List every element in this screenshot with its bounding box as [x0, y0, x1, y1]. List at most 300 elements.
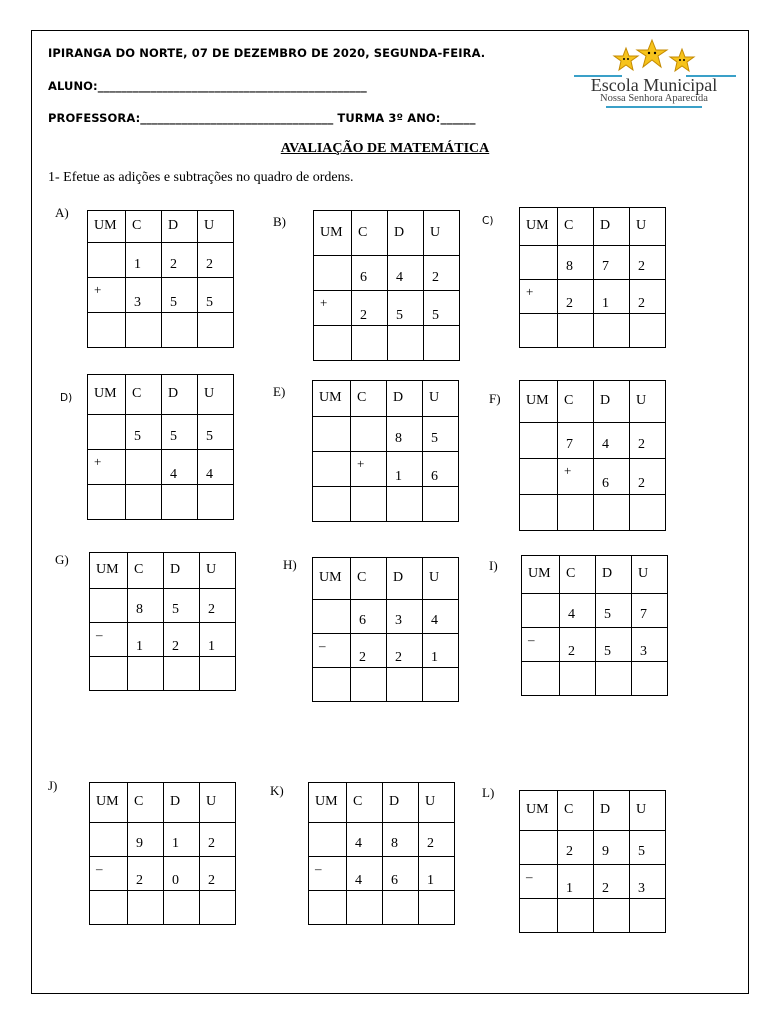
answer-row — [313, 668, 459, 702]
digit: 4 — [355, 873, 362, 888]
column-header-cell — [558, 208, 594, 246]
first-addend-row — [520, 246, 666, 280]
answer-cell[interactable] — [560, 662, 596, 696]
second-addend-row — [520, 459, 666, 495]
digit-cell — [128, 823, 164, 857]
plus-sign: + — [94, 282, 102, 297]
digit-cell — [423, 417, 459, 452]
answer-cell[interactable] — [423, 668, 459, 702]
column-header-cell — [522, 556, 560, 594]
answer-cell[interactable] — [88, 313, 126, 348]
second-addend-row — [520, 280, 666, 314]
digit: 8 — [395, 431, 402, 446]
digit: 2 — [208, 602, 215, 617]
digit-cell — [630, 280, 666, 314]
column-header-label: D — [168, 386, 179, 401]
answer-cell[interactable] — [313, 487, 351, 522]
digit: 2 — [602, 881, 609, 896]
digit-cell — [200, 589, 236, 623]
answer-row — [88, 313, 234, 348]
digit: 2 — [359, 650, 366, 665]
minus-sign: – — [319, 638, 326, 653]
digit-cell — [347, 823, 383, 857]
problem-label: K) — [270, 783, 284, 798]
column-header-label: D — [393, 390, 404, 405]
answer-cell[interactable] — [128, 657, 164, 691]
answer-cell[interactable] — [630, 899, 666, 933]
digit-cell — [88, 243, 126, 278]
first-addend-row — [88, 415, 234, 450]
answer-row — [90, 891, 236, 925]
column-header-cell — [520, 381, 558, 423]
digit-cell — [632, 594, 668, 628]
column-header-cell — [313, 381, 351, 417]
digit-cell — [351, 417, 387, 452]
digit: 2 — [360, 308, 367, 323]
column-header-cell — [632, 556, 668, 594]
column-header-label: C — [564, 218, 574, 233]
column-header-label: C — [134, 794, 144, 809]
column-header-cell — [419, 783, 455, 823]
column-header-cell — [520, 208, 558, 246]
column-header-label: D — [393, 570, 404, 585]
column-header-label: C — [353, 794, 363, 809]
answer-cell[interactable] — [313, 668, 351, 702]
digit-cell — [594, 246, 630, 280]
digit: 6 — [431, 469, 438, 484]
first-addend-row — [314, 256, 460, 291]
digit: 1 — [602, 296, 609, 311]
column-header-cell — [164, 553, 200, 589]
column-header-cell — [162, 375, 198, 415]
column-header-label: U — [430, 225, 441, 240]
digit-cell — [520, 865, 558, 899]
digit-cell — [162, 450, 198, 485]
digit-cell — [198, 243, 234, 278]
digit-cell — [126, 243, 162, 278]
column-header-cell — [126, 211, 162, 243]
column-header-label: UM — [94, 218, 117, 233]
grid-header-row — [88, 211, 234, 243]
digit: 2 — [172, 639, 179, 654]
column-header-label: C — [566, 566, 576, 581]
column-header-cell — [594, 208, 630, 246]
second-addend-row — [90, 623, 236, 657]
digit-cell — [88, 450, 126, 485]
answer-cell[interactable] — [419, 891, 455, 925]
digit: 0 — [172, 873, 179, 888]
place-value-grid — [312, 557, 459, 702]
answer-cell[interactable] — [351, 487, 387, 522]
digit: 1 — [566, 881, 573, 896]
digit-cell — [596, 594, 632, 628]
second-addend-row — [520, 865, 666, 899]
column-header-cell — [596, 556, 632, 594]
second-addend-row — [90, 857, 236, 891]
column-header-label: UM — [319, 570, 342, 585]
page-title: AVALIAÇÃO DE MATEMÁTICA — [280, 141, 490, 156]
digit: 2 — [208, 836, 215, 851]
column-header-cell — [351, 558, 387, 600]
digit-cell — [558, 865, 594, 899]
column-header-label: C — [134, 562, 144, 577]
column-header-cell — [200, 553, 236, 589]
digit-cell — [558, 423, 594, 459]
digit-cell — [423, 600, 459, 634]
digit: 4 — [206, 467, 213, 482]
column-header-label: D — [394, 225, 405, 240]
instruction-text: 1- Efetue as adições e subtrações no quadro de ordens. — [48, 170, 354, 185]
first-addend-row — [88, 243, 234, 278]
column-header-label: C — [564, 802, 574, 817]
column-header-cell — [383, 783, 419, 823]
answer-cell[interactable] — [200, 657, 236, 691]
column-header-label: UM — [94, 386, 117, 401]
digit-cell — [424, 291, 460, 326]
digit-cell — [630, 423, 666, 459]
digit-cell — [520, 280, 558, 314]
digit: 2 — [566, 296, 573, 311]
answer-cell[interactable] — [351, 668, 387, 702]
digit-cell — [90, 823, 128, 857]
digit-cell — [164, 589, 200, 623]
digit: 1 — [134, 257, 141, 272]
answer-cell[interactable] — [126, 313, 162, 348]
column-header-cell — [423, 381, 459, 417]
grid-header-row — [520, 208, 666, 246]
answer-cell[interactable] — [387, 487, 423, 522]
digit-cell — [560, 628, 596, 662]
second-addend-row — [313, 634, 459, 668]
first-addend-row — [90, 823, 236, 857]
digit: 4 — [568, 607, 575, 622]
answer-cell[interactable] — [314, 326, 352, 361]
digit: 3 — [638, 881, 645, 896]
digit-cell — [594, 423, 630, 459]
digit: 2 — [566, 844, 573, 859]
column-header-cell — [352, 211, 388, 256]
plus-sign: + — [357, 456, 365, 471]
column-header-cell — [128, 783, 164, 823]
digit-cell — [520, 423, 558, 459]
digit: 9 — [136, 836, 143, 851]
column-header-cell — [594, 381, 630, 423]
digit: 8 — [391, 836, 398, 851]
digit: 1 — [208, 639, 215, 654]
first-addend-row — [90, 589, 236, 623]
answer-cell[interactable] — [630, 314, 666, 348]
answer-cell[interactable] — [164, 891, 200, 925]
answer-cell[interactable] — [90, 891, 128, 925]
digit-cell — [162, 278, 198, 313]
digit: 2 — [638, 476, 645, 491]
column-header-cell — [90, 553, 128, 589]
column-header-label: U — [425, 794, 436, 809]
column-header-label: U — [638, 566, 649, 581]
digit-cell — [313, 634, 351, 668]
problem-label: L) — [482, 785, 495, 800]
column-header-label: U — [636, 802, 647, 817]
digit-cell — [594, 865, 630, 899]
second-addend-row — [314, 291, 460, 326]
digit-cell — [419, 857, 455, 891]
digit-cell — [351, 600, 387, 634]
digit-cell — [630, 831, 666, 865]
column-header-label: UM — [319, 390, 342, 405]
digit-cell — [90, 589, 128, 623]
column-header-cell — [88, 211, 126, 243]
column-header-label: C — [358, 225, 368, 240]
answer-row — [309, 891, 455, 925]
digit-cell — [388, 256, 424, 291]
digit-cell — [200, 623, 236, 657]
digit: 6 — [391, 873, 398, 888]
problem-label: F) — [489, 391, 501, 406]
answer-cell[interactable] — [162, 485, 198, 520]
digit: 2 — [136, 873, 143, 888]
digit: 5 — [172, 602, 179, 617]
column-header-label: U — [206, 794, 217, 809]
digit: 7 — [602, 259, 609, 274]
answer-cell[interactable] — [520, 495, 558, 531]
digit-cell — [630, 865, 666, 899]
answer-cell[interactable] — [309, 891, 347, 925]
digit: 1 — [172, 836, 179, 851]
digit-cell — [309, 857, 347, 891]
place-value-grid — [519, 380, 666, 531]
answer-cell[interactable] — [383, 891, 419, 925]
digit: 1 — [136, 639, 143, 654]
grid-header-row — [314, 211, 460, 256]
answer-cell[interactable] — [164, 657, 200, 691]
digit: 5 — [396, 308, 403, 323]
column-header-label: UM — [320, 225, 343, 240]
answer-cell[interactable] — [200, 891, 236, 925]
logo-school-name: Escola Municipal — [590, 75, 718, 95]
column-header-cell — [423, 558, 459, 600]
grid-header-row — [88, 375, 234, 415]
digit: 7 — [566, 437, 573, 452]
digit-cell — [383, 857, 419, 891]
digit-cell — [594, 280, 630, 314]
digit-cell — [347, 857, 383, 891]
digit-cell — [596, 628, 632, 662]
column-header-label: D — [600, 218, 611, 233]
minus-sign: – — [528, 632, 535, 647]
answer-cell[interactable] — [594, 495, 630, 531]
digit-cell — [560, 594, 596, 628]
column-header-label: D — [600, 393, 611, 408]
digit-cell — [520, 459, 558, 495]
grid-header-row — [90, 783, 236, 823]
digit-cell — [128, 623, 164, 657]
column-header-cell — [630, 381, 666, 423]
column-header-cell — [424, 211, 460, 256]
digit-cell — [352, 256, 388, 291]
second-addend-row — [522, 628, 668, 662]
answer-row — [520, 314, 666, 348]
digit-cell — [200, 823, 236, 857]
digit-cell — [520, 246, 558, 280]
place-value-grid — [89, 552, 236, 691]
problem-label: H) — [283, 557, 297, 572]
answer-row — [90, 657, 236, 691]
answer-cell[interactable] — [88, 485, 126, 520]
answer-cell[interactable] — [630, 495, 666, 531]
column-header-label: UM — [315, 794, 338, 809]
digit: 5 — [638, 844, 645, 859]
answer-cell[interactable] — [198, 313, 234, 348]
column-header-label: C — [357, 390, 367, 405]
digit: 3 — [134, 295, 141, 310]
column-header-label: D — [602, 566, 613, 581]
digit: 4 — [396, 270, 403, 285]
column-header-cell — [630, 208, 666, 246]
digit-cell — [522, 628, 560, 662]
problem-label: A) — [55, 205, 69, 220]
answer-cell[interactable] — [128, 891, 164, 925]
digit-cell — [164, 823, 200, 857]
logo-school-subtitle: Nossa Senhora Aparecida — [600, 93, 708, 104]
grid-header-row — [522, 556, 668, 594]
digit-cell — [90, 857, 128, 891]
digit-cell — [90, 623, 128, 657]
column-header-label: U — [204, 218, 215, 233]
digit: 3 — [640, 644, 647, 659]
digit: 5 — [604, 644, 611, 659]
digit: 2 — [638, 437, 645, 452]
column-header-label: C — [132, 386, 142, 401]
answer-cell[interactable] — [347, 891, 383, 925]
digit-cell — [164, 623, 200, 657]
digit-cell — [558, 246, 594, 280]
answer-cell[interactable] — [558, 899, 594, 933]
answer-cell[interactable] — [162, 313, 198, 348]
header-date-line: IPIRANGA DO NORTE, 07 DE DEZEMBRO DE 2020, SEGUNDA-FEIRA. — [48, 46, 486, 60]
column-header-label: D — [389, 794, 400, 809]
first-addend-row — [520, 423, 666, 459]
column-header-cell — [388, 211, 424, 256]
column-header-cell — [200, 783, 236, 823]
digit: 5 — [431, 431, 438, 446]
answer-row — [520, 495, 666, 531]
column-header-label: D — [168, 218, 179, 233]
stars-icon — [566, 38, 742, 78]
answer-row — [314, 326, 460, 361]
digit: 2 — [432, 270, 439, 285]
digit-cell — [383, 823, 419, 857]
digit: 9 — [602, 844, 609, 859]
second-addend-row — [313, 452, 459, 487]
digit: 2 — [206, 257, 213, 272]
digit-cell — [558, 831, 594, 865]
minus-sign: – — [315, 861, 322, 876]
answer-cell[interactable] — [520, 314, 558, 348]
grid-header-row — [520, 381, 666, 423]
place-value-grid — [521, 555, 668, 696]
answer-cell[interactable] — [558, 495, 594, 531]
column-header-label: UM — [96, 562, 119, 577]
column-header-label: D — [170, 794, 181, 809]
column-header-cell — [560, 556, 596, 594]
column-header-cell — [309, 783, 347, 823]
column-header-cell — [630, 791, 666, 831]
answer-cell[interactable] — [352, 326, 388, 361]
first-addend-row — [522, 594, 668, 628]
answer-cell[interactable] — [388, 326, 424, 361]
problem-label: C) — [482, 215, 494, 227]
digit-cell — [314, 291, 352, 326]
digit: 5 — [432, 308, 439, 323]
digit-cell — [520, 831, 558, 865]
first-addend-row — [313, 417, 459, 452]
answer-cell[interactable] — [126, 485, 162, 520]
problem-label: E) — [273, 384, 286, 399]
column-header-label: UM — [526, 393, 549, 408]
answer-cell[interactable] — [198, 485, 234, 520]
column-header-cell — [164, 783, 200, 823]
digit: 1 — [427, 873, 434, 888]
problem-label: G) — [55, 552, 69, 567]
digit: 4 — [170, 467, 177, 482]
answer-cell[interactable] — [424, 326, 460, 361]
digit-cell — [88, 415, 126, 450]
digit: 2 — [395, 650, 402, 665]
digit-cell — [594, 459, 630, 495]
digit: 4 — [431, 613, 438, 628]
answer-row — [522, 662, 668, 696]
digit-cell — [419, 823, 455, 857]
answer-cell[interactable] — [520, 899, 558, 933]
digit: 8 — [136, 602, 143, 617]
column-header-cell — [198, 211, 234, 243]
column-header-label: UM — [96, 794, 119, 809]
answer-cell[interactable] — [594, 899, 630, 933]
answer-cell[interactable] — [596, 662, 632, 696]
column-header-label: UM — [526, 802, 549, 817]
answer-cell[interactable] — [423, 487, 459, 522]
place-value-grid — [313, 210, 460, 361]
student-name-line: ALUNO:______________________________________________ — [48, 79, 367, 93]
answer-cell[interactable] — [387, 668, 423, 702]
digit: 2 — [568, 644, 575, 659]
answer-cell[interactable] — [90, 657, 128, 691]
minus-sign: – — [96, 861, 103, 876]
answer-cell[interactable] — [558, 314, 594, 348]
digit-cell — [128, 589, 164, 623]
column-header-cell — [351, 381, 387, 417]
place-value-grid — [89, 782, 236, 925]
answer-cell[interactable] — [632, 662, 668, 696]
column-header-label: UM — [528, 566, 551, 581]
digit-cell — [594, 831, 630, 865]
minus-sign: – — [96, 627, 103, 642]
second-addend-row — [309, 857, 455, 891]
digit-cell — [200, 857, 236, 891]
grid-header-row — [520, 791, 666, 831]
first-addend-row — [313, 600, 459, 634]
answer-row — [313, 487, 459, 522]
answer-cell[interactable] — [594, 314, 630, 348]
column-header-cell — [162, 211, 198, 243]
digit: 2 — [638, 296, 645, 311]
answer-cell[interactable] — [522, 662, 560, 696]
column-header-cell — [594, 791, 630, 831]
digit-cell — [558, 280, 594, 314]
digit: 5 — [206, 429, 213, 444]
column-header-label: D — [170, 562, 181, 577]
plus-sign: + — [526, 284, 534, 299]
